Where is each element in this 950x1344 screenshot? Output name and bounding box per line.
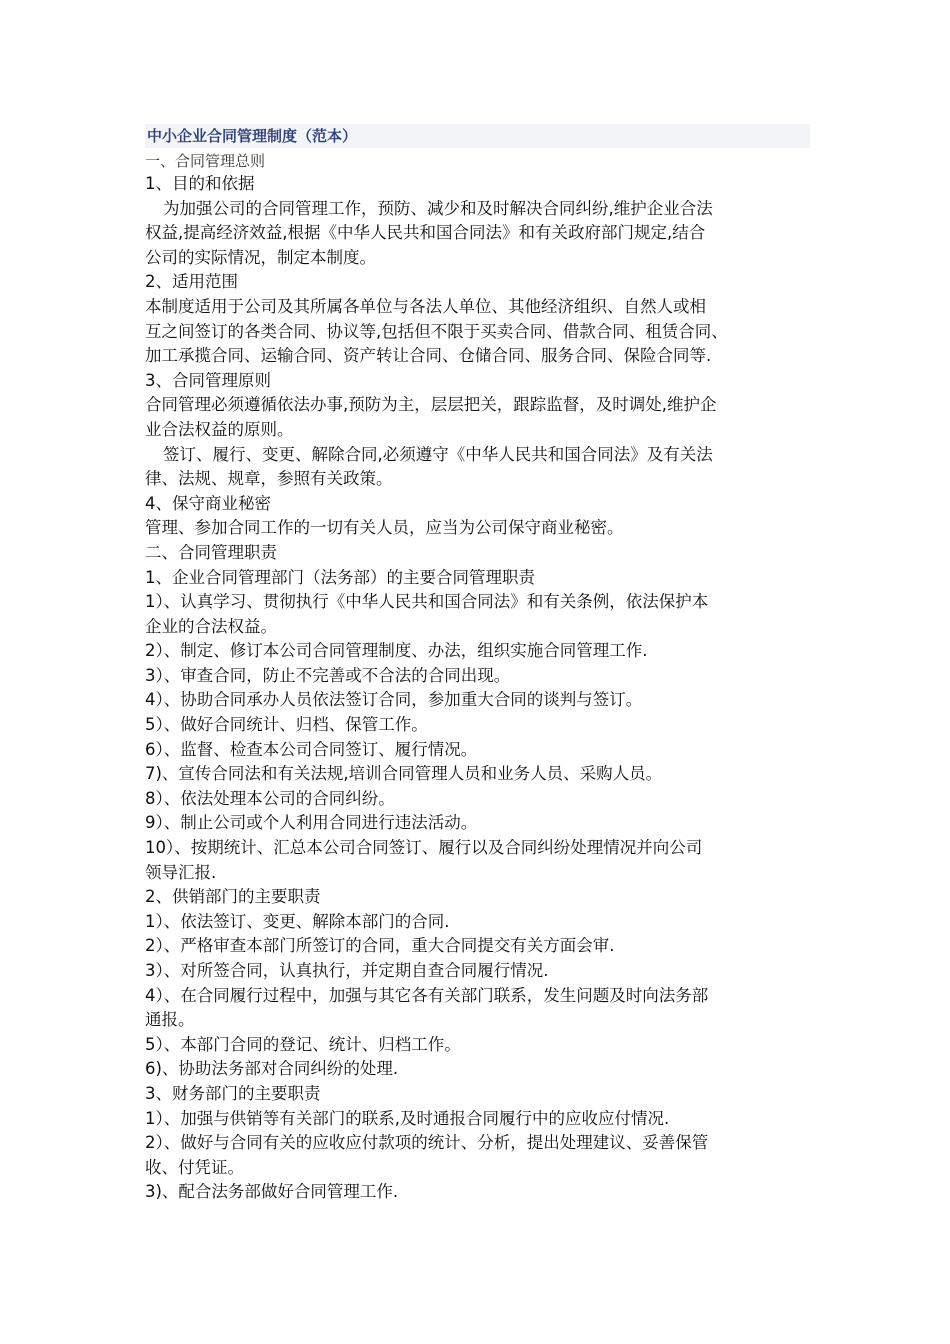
text-line: 2）、严格审查本部门所签订的合同，重大合同提交有关方面会审. [145,936,615,956]
text-line: 2、适用范围 [145,272,238,292]
text-line: 互之间签订的各类合同、协议等,包括但不限于买卖合同、借款合同、租赁合同、 [145,321,728,341]
document-body [145,172,810,1205]
document-page [145,124,810,1205]
text-line: 签订、履行、变更、解除合同,必须遵守《中华人民共和国合同法》及有关法 [163,444,713,464]
text-line: 3)、配合法务部做好合同管理工作. [145,1182,399,1202]
text-line: 管理、参加合同工作的一切有关人员，应当为公司保守商业秘密。 [145,518,624,538]
text-line: 权益,提高经济效益,根据《中华人民共和国合同法》和有关政府部门规定,结合 [145,223,706,243]
text-line: 3、合同管理原则 [145,370,271,390]
text-line: 收、付凭证。 [145,1157,244,1177]
text-line: 领导汇报. [145,862,217,882]
text-line: 企业的合法权益。 [145,616,277,636]
text-line: 3）、对所签合同，认真执行，并定期自查合同履行情况. [145,961,549,980]
text-line: 2）、制定、修订本公司合同管理制度、办法，组织实施合同管理工作. [145,641,648,661]
text-line: 通报。 [145,1010,195,1030]
text-line: 1）、加强与供销等有关部门的联系,及时通报合同履行中的应收应付情况. [145,1108,670,1128]
text-line: 6）、监督、检查本公司合同签订、履行情况。 [145,739,478,759]
text-line: 业合法权益的原则。 [145,419,294,439]
text-line: 3）、审查合同，防止不完善或不合法的合同出现。 [145,665,511,685]
text-line: 二、合同管理职责 [145,542,277,562]
text-line: 4）、在合同履行过程中，加强与其它各有关部门联系，发生问题及时向法务部 [145,985,709,1005]
text-line: 2）、做好与合同有关的应收应付款项的统计、分析，提出处理建议、妥善保管 [145,1133,709,1153]
text-line: 1）、依法签订、变更、解除本部门的合同. [145,911,450,931]
text-line: 2、供销部门的主要职责 [145,887,321,907]
text-line: 10）、按期统计、汇总本公司合同签订、履行以及合同纠纷处理情况并向公司 [145,838,703,858]
text-line: 7)、宣传合同法和有关法规,培训合同管理人员和业务人员、采购人员。 [145,764,663,784]
text-line: 4、保守商业秘密 [145,493,271,513]
text-line: 合同管理必须遵循依法办事,预防为主，层层把关，跟踪监督，及时调处,维护企 [145,395,717,415]
text-line: 3、财务部门的主要职责 [145,1083,321,1103]
text-line: 5）、做好合同统计、归档、保管工作。 [145,715,428,735]
section-heading: 一、合同管理总则 [145,152,266,170]
text-line: 5）、本部门合同的登记、统计、归档工作。 [145,1034,461,1054]
text-line: 4）、协助合同承办人员依法签订合同，参加重大合同的谈判与签订。 [145,690,643,710]
text-line: 公司的实际情况，制定本制度。 [145,247,376,267]
text-line: 8）、依法处理本公司的合同纠纷。 [145,788,395,808]
text-line: 1、目的和依据 [145,174,255,193]
text-line: 加工承揽合同、运输合同、资产转让合同、仓储合同、服务合同、保险合同等. [145,346,712,366]
text-line: 本制度适用于公司及其所属各单位与各法人单位、其他经济组织、自然人或相 [145,296,706,316]
text-line: 律、法规、规章，参照有关政策。 [145,469,393,489]
text-line: 9）、制止公司或个人利用合同进行违法活动。 [145,813,478,833]
text-line: 6)、协助法务部对合同纠纷的处理. [145,1059,399,1079]
text-line: 1）、认真学习、贯彻执行《中华人民共和国合同法》和有关条例，依法保护本 [145,592,709,612]
document-title: 中小企业合同管理制度（范本） [145,124,810,148]
text-line: 1、企业合同管理部门（法务部）的主要合同管理职责 [145,567,535,587]
text-line: 为加强公司的合同管理工作，预防、减少和及时解决合同纠纷,维护企业合法 [163,198,713,218]
